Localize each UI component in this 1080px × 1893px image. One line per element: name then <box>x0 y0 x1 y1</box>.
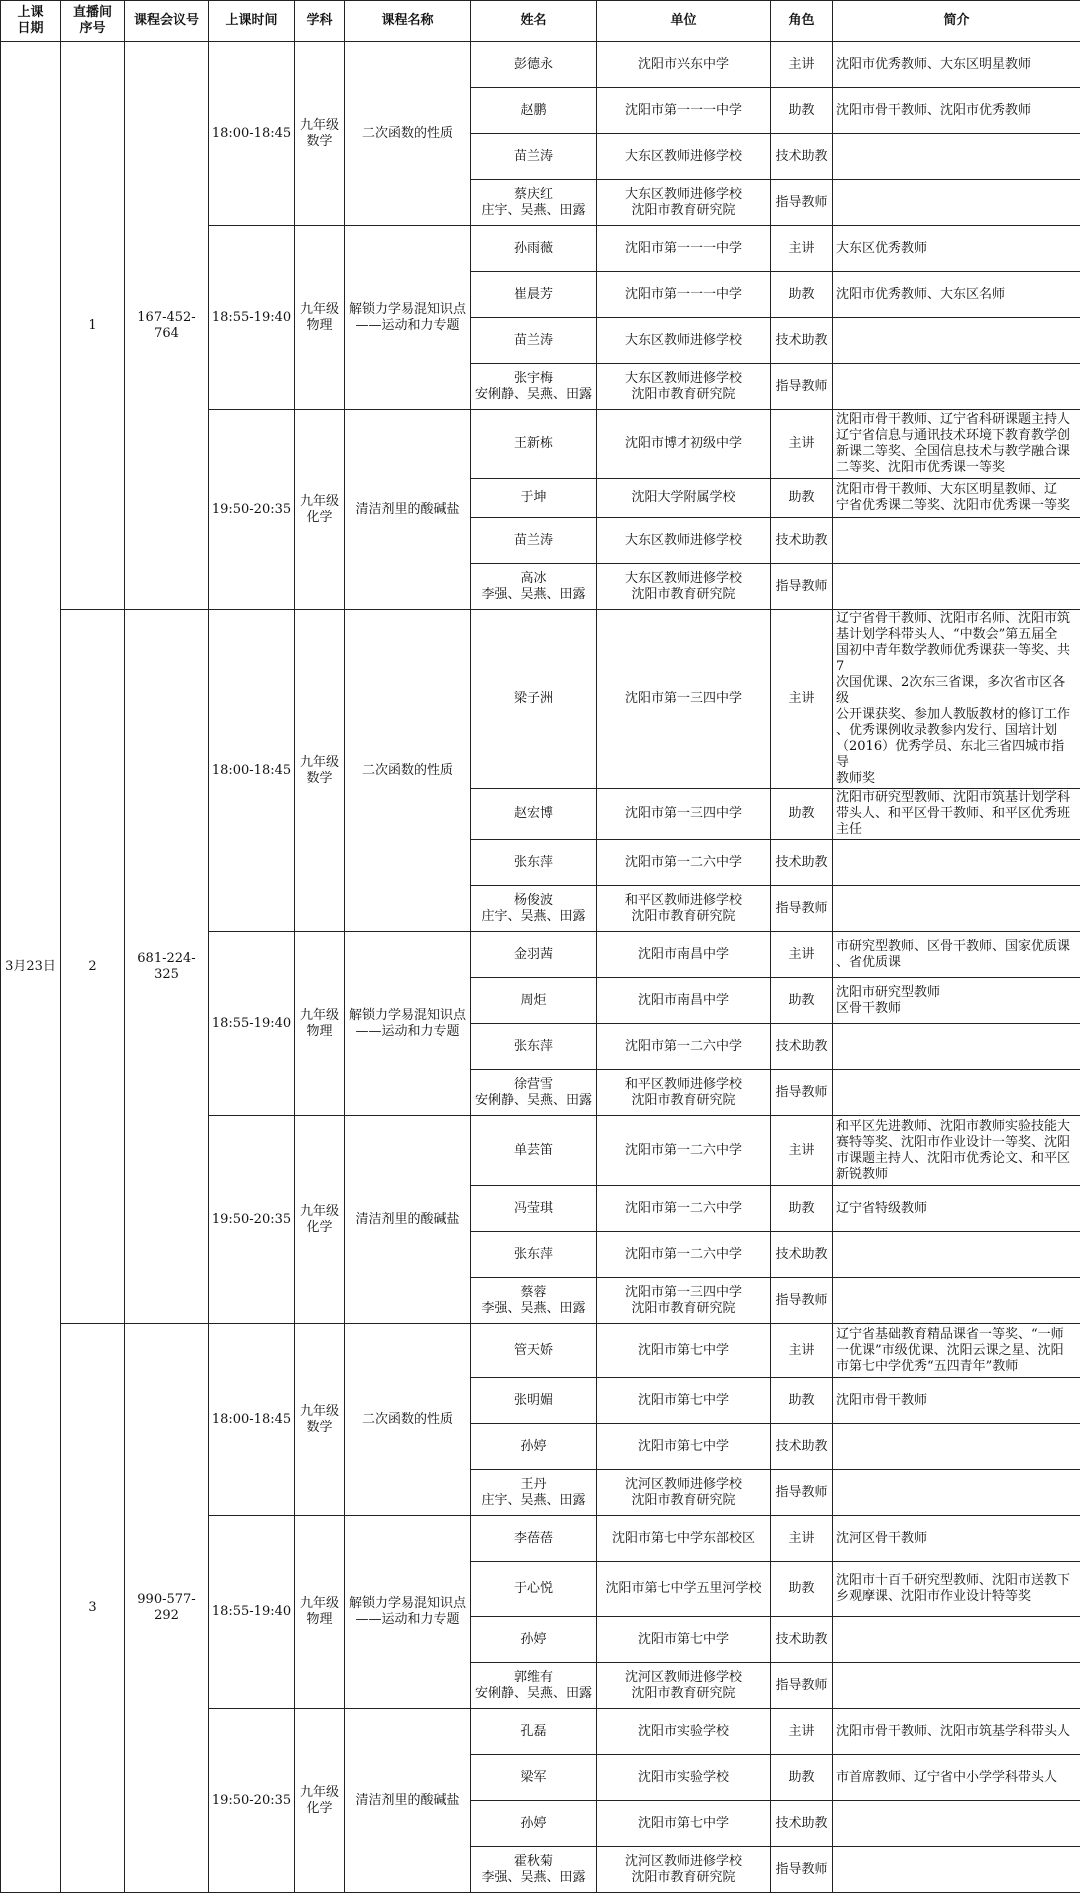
intro-cell: 沈阳市骨干教师 <box>833 1378 1080 1424</box>
unit-cell: 沈阳市第七中学 <box>597 1801 771 1847</box>
time-cell: 19:50-20:35 <box>209 410 295 610</box>
name-cell: 周炬 <box>471 978 597 1024</box>
name-cell: 孙婷 <box>471 1801 597 1847</box>
name-cell: 彭德永 <box>471 42 597 88</box>
subject-cell: 九年级 数学 <box>295 42 345 226</box>
role-cell: 主讲 <box>771 226 833 272</box>
name-cell: 王新栋 <box>471 410 597 479</box>
unit-cell: 沈阳市第七中学 <box>597 1378 771 1424</box>
name-cell: 冯莹琪 <box>471 1186 597 1232</box>
unit-cell: 沈河区教师进修学校 沈阳市教育研究院 <box>597 1847 771 1893</box>
intro-cell <box>833 564 1080 610</box>
subject-cell: 九年级 化学 <box>295 410 345 610</box>
intro-cell: 沈阳市骨干教师、辽宁省科研课题主持人 辽宁省信息与通讯技术环境下教育教学创 新课二等奖、全国信息技术与教学融合课 二等奖、沈阳市优秀课一等奖 <box>833 410 1080 479</box>
intro-cell <box>833 1801 1080 1847</box>
role-cell: 指导教师 <box>771 364 833 410</box>
role-cell: 主讲 <box>771 1516 833 1562</box>
intro-cell <box>833 1278 1080 1324</box>
intro-cell <box>833 1847 1080 1893</box>
intro-cell: 和平区先进教师、沈阳市教师实验技能大 赛特等奖、沈阳市作业设计一等奖、沈阳 市课题主持人、沈阳市优秀论文、和平区 新锐教师 <box>833 1116 1080 1186</box>
intro-cell <box>833 518 1080 564</box>
intro-cell: 沈阳市研究型教师、沈阳市筑基计划学科 带头人、和平区骨干教师、和平区优秀班 主任 <box>833 789 1080 840</box>
time-cell: 19:50-20:35 <box>209 1709 295 1893</box>
header-role: 角色 <box>771 1 833 42</box>
time-cell: 18:55-19:40 <box>209 932 295 1116</box>
subject-cell: 九年级 化学 <box>295 1116 345 1324</box>
role-cell: 指导教师 <box>771 564 833 610</box>
intro-cell <box>833 840 1080 886</box>
name-cell: 于心悦 <box>471 1562 597 1617</box>
name-cell: 张东萍 <box>471 1024 597 1070</box>
subject-cell: 九年级 数学 <box>295 610 345 932</box>
role-cell: 指导教师 <box>771 1470 833 1516</box>
unit-cell: 沈阳市第一一一中学 <box>597 88 771 134</box>
name-cell: 张东萍 <box>471 1232 597 1278</box>
role-cell: 助教 <box>771 789 833 840</box>
intro-cell <box>833 886 1080 932</box>
subject-cell: 九年级 物理 <box>295 226 345 410</box>
meeting-id-cell: 167-452-764 <box>125 42 209 610</box>
unit-cell: 沈阳市实验学校 <box>597 1709 771 1755</box>
name-cell: 蔡庆红 庄宇、吴燕、田露 <box>471 180 597 226</box>
time-cell: 19:50-20:35 <box>209 1116 295 1324</box>
header-name: 姓名 <box>471 1 597 42</box>
role-cell: 助教 <box>771 1562 833 1617</box>
unit-cell: 大东区教师进修学校 <box>597 134 771 180</box>
intro-cell: 辽宁省骨干教师、沈阳市名师、沈阳市筑 基计划学科带头人、“中数会”第五届全 国初中青年数学教师优秀课获一等奖、共7 次国优课、2次东三省课，多次省市区各级 公开课获奖、参加人教版教材的修订工作 、优秀课例收录教参内发行、国培计划 （2016）优秀学员、东北三省四城市指导 教师奖 <box>833 610 1080 789</box>
role-cell: 助教 <box>771 272 833 318</box>
intro-cell <box>833 134 1080 180</box>
intro-cell <box>833 1232 1080 1278</box>
intro-cell <box>833 1424 1080 1470</box>
role-cell: 主讲 <box>771 42 833 88</box>
header-meeting: 课程会议号 <box>125 1 209 42</box>
role-cell: 技术助教 <box>771 1024 833 1070</box>
intro-cell <box>833 1470 1080 1516</box>
role-cell: 助教 <box>771 479 833 518</box>
subject-cell: 九年级 物理 <box>295 1516 345 1709</box>
role-cell: 指导教师 <box>771 886 833 932</box>
role-cell: 主讲 <box>771 610 833 789</box>
intro-cell: 沈阳市骨干教师、沈阳市筑基学科带头人 <box>833 1709 1080 1755</box>
name-cell: 张东萍 <box>471 840 597 886</box>
name-cell: 金羽茜 <box>471 932 597 978</box>
unit-cell: 大东区教师进修学校 <box>597 518 771 564</box>
time-cell: 18:55-19:40 <box>209 226 295 410</box>
room-seq-cell: 1 <box>61 42 125 610</box>
course-cell: 二次函数的性质 <box>345 42 471 226</box>
unit-cell: 沈阳市第七中学 <box>597 1424 771 1470</box>
name-cell: 孙雨薇 <box>471 226 597 272</box>
intro-cell: 辽宁省基础教育精品课省一等奖、“一师 一优课”市级优课、沈阳云课之星、沈阳 市第七中学优秀“五四青年”教师 <box>833 1324 1080 1378</box>
name-cell: 苗兰涛 <box>471 134 597 180</box>
unit-cell: 沈阳市实验学校 <box>597 1755 771 1801</box>
time-cell: 18:00-18:45 <box>209 610 295 932</box>
date-cell: 3月23日 <box>1 42 61 1893</box>
name-cell: 崔晨芳 <box>471 272 597 318</box>
role-cell: 助教 <box>771 1378 833 1424</box>
room-seq-cell: 3 <box>61 1324 125 1893</box>
name-cell: 郭维有 安俐静、吴燕、田露 <box>471 1663 597 1709</box>
role-cell: 技术助教 <box>771 1424 833 1470</box>
unit-cell: 大东区教师进修学校 沈阳市教育研究院 <box>597 364 771 410</box>
subject-cell: 九年级 物理 <box>295 932 345 1116</box>
header-intro: 简介 <box>833 1 1080 42</box>
role-cell: 指导教师 <box>771 1070 833 1116</box>
intro-cell <box>833 1617 1080 1663</box>
role-cell: 技术助教 <box>771 518 833 564</box>
unit-cell: 沈阳大学附属学校 <box>597 479 771 518</box>
intro-cell: 大东区优秀教师 <box>833 226 1080 272</box>
role-cell: 助教 <box>771 1755 833 1801</box>
intro-cell: 辽宁省特级教师 <box>833 1186 1080 1232</box>
unit-cell: 沈阳市第一三四中学 沈阳市教育研究院 <box>597 1278 771 1324</box>
role-cell: 指导教师 <box>771 1663 833 1709</box>
name-cell: 蔡蓉 李强、吴燕、田露 <box>471 1278 597 1324</box>
unit-cell: 和平区教师进修学校 沈阳市教育研究院 <box>597 886 771 932</box>
intro-cell <box>833 1070 1080 1116</box>
header-course: 课程名称 <box>345 1 471 42</box>
role-cell: 指导教师 <box>771 180 833 226</box>
name-cell: 梁军 <box>471 1755 597 1801</box>
unit-cell: 和平区教师进修学校 沈阳市教育研究院 <box>597 1070 771 1116</box>
intro-cell <box>833 364 1080 410</box>
intro-cell: 市首席教师、辽宁省中小学学科带头人 <box>833 1755 1080 1801</box>
name-cell: 王丹 庄宇、吴燕、田露 <box>471 1470 597 1516</box>
unit-cell: 沈阳市第一二六中学 <box>597 840 771 886</box>
name-cell: 苗兰涛 <box>471 318 597 364</box>
role-cell: 技术助教 <box>771 1617 833 1663</box>
intro-cell: 沈阳市十百千研究型教师、沈阳市送教下 乡观摩课、沈阳市作业设计特等奖 <box>833 1562 1080 1617</box>
course-cell: 二次函数的性质 <box>345 1324 471 1516</box>
role-cell: 主讲 <box>771 1709 833 1755</box>
unit-cell: 沈阳市第一二六中学 <box>597 1232 771 1278</box>
name-cell: 孙婷 <box>471 1424 597 1470</box>
time-cell: 18:00-18:45 <box>209 1324 295 1516</box>
header-time: 上课时间 <box>209 1 295 42</box>
name-cell: 孙婷 <box>471 1617 597 1663</box>
time-cell: 18:00-18:45 <box>209 42 295 226</box>
unit-cell: 沈阳市第七中学 <box>597 1617 771 1663</box>
name-cell: 于坤 <box>471 479 597 518</box>
name-cell: 赵鹏 <box>471 88 597 134</box>
role-cell: 主讲 <box>771 1116 833 1186</box>
role-cell: 技术助教 <box>771 318 833 364</box>
unit-cell: 沈阳市第一二六中学 <box>597 1024 771 1070</box>
role-cell: 技术助教 <box>771 1232 833 1278</box>
unit-cell: 沈阳市第一一一中学 <box>597 272 771 318</box>
intro-cell <box>833 318 1080 364</box>
name-cell: 单芸笛 <box>471 1116 597 1186</box>
unit-cell: 沈阳市第七中学东部校区 <box>597 1516 771 1562</box>
subject-cell: 九年级 化学 <box>295 1709 345 1893</box>
room-seq-cell: 2 <box>61 610 125 1324</box>
intro-cell <box>833 1663 1080 1709</box>
table-row <box>1 42 1080 88</box>
name-cell: 梁子洲 <box>471 610 597 789</box>
unit-cell: 沈河区教师进修学校 沈阳市教育研究院 <box>597 1663 771 1709</box>
name-cell: 孔磊 <box>471 1709 597 1755</box>
intro-cell: 沈阳市优秀教师、大东区明星教师 <box>833 42 1080 88</box>
course-cell: 清洁剂里的酸碱盐 <box>345 1116 471 1324</box>
header-row <box>1 1 1080 42</box>
name-cell: 赵宏博 <box>471 789 597 840</box>
unit-cell: 沈阳市第一三四中学 <box>597 610 771 789</box>
name-cell: 张宇梅 安俐静、吴燕、田露 <box>471 364 597 410</box>
course-cell: 清洁剂里的酸碱盐 <box>345 410 471 610</box>
unit-cell: 沈阳市博才初级中学 <box>597 410 771 479</box>
intro-cell <box>833 1024 1080 1070</box>
intro-cell: 市研究型教师、区骨干教师、国家优质课 、省优质课 <box>833 932 1080 978</box>
unit-cell: 沈阳市第一三四中学 <box>597 789 771 840</box>
role-cell: 主讲 <box>771 1324 833 1378</box>
course-cell: 解锁力学易混知识点 ——运动和力专题 <box>345 932 471 1116</box>
unit-cell: 沈阳市第七中学 <box>597 1324 771 1378</box>
role-cell: 助教 <box>771 978 833 1024</box>
name-cell: 霍秋菊 李强、吴燕、田露 <box>471 1847 597 1893</box>
unit-cell: 沈阳市第一一一中学 <box>597 226 771 272</box>
header-date: 上课 日期 <box>1 1 61 42</box>
unit-cell: 大东区教师进修学校 沈阳市教育研究院 <box>597 564 771 610</box>
intro-cell <box>833 180 1080 226</box>
role-cell: 指导教师 <box>771 1278 833 1324</box>
table-row <box>1 610 1080 789</box>
name-cell: 高冰 李强、吴燕、田露 <box>471 564 597 610</box>
subject-cell: 九年级 数学 <box>295 1324 345 1516</box>
course-cell: 二次函数的性质 <box>345 610 471 932</box>
name-cell: 徐营雪 安俐静、吴燕、田露 <box>471 1070 597 1116</box>
course-cell: 清洁剂里的酸碱盐 <box>345 1709 471 1893</box>
role-cell: 主讲 <box>771 932 833 978</box>
meeting-id-cell: 681-224-325 <box>125 610 209 1324</box>
unit-cell: 沈阳市第一二六中学 <box>597 1116 771 1186</box>
meeting-id-cell: 990-577-292 <box>125 1324 209 1893</box>
name-cell: 李蓓蓓 <box>471 1516 597 1562</box>
intro-cell: 沈阳市优秀教师、大东区名师 <box>833 272 1080 318</box>
intro-cell: 沈阳市研究型教师 区骨干教师 <box>833 978 1080 1024</box>
name-cell: 杨俊波 庄宇、吴燕、田露 <box>471 886 597 932</box>
unit-cell: 沈阳市第七中学五里河学校 <box>597 1562 771 1617</box>
schedule-body <box>1 42 1080 1893</box>
unit-cell: 沈阳市兴东中学 <box>597 42 771 88</box>
table-row <box>1 1324 1080 1378</box>
intro-cell: 沈河区骨干教师 <box>833 1516 1080 1562</box>
unit-cell: 沈阳市南昌中学 <box>597 978 771 1024</box>
unit-cell: 大东区教师进修学校 沈阳市教育研究院 <box>597 180 771 226</box>
header-room: 直播间 序号 <box>61 1 125 42</box>
unit-cell: 沈阳市南昌中学 <box>597 932 771 978</box>
role-cell: 技术助教 <box>771 840 833 886</box>
role-cell: 指导教师 <box>771 1847 833 1893</box>
header-unit: 单位 <box>597 1 771 42</box>
intro-cell: 沈阳市骨干教师、沈阳市优秀教师 <box>833 88 1080 134</box>
name-cell: 管天娇 <box>471 1324 597 1378</box>
role-cell: 助教 <box>771 88 833 134</box>
intro-cell: 沈阳市骨干教师、大东区明星教师、辽 宁省优秀课二等奖、沈阳市优秀课一等奖 <box>833 479 1080 518</box>
course-cell: 解锁力学易混知识点 ——运动和力专题 <box>345 1516 471 1709</box>
unit-cell: 沈河区教师进修学校 沈阳市教育研究院 <box>597 1470 771 1516</box>
role-cell: 主讲 <box>771 410 833 479</box>
name-cell: 张明媚 <box>471 1378 597 1424</box>
role-cell: 技术助教 <box>771 134 833 180</box>
unit-cell: 沈阳市第一二六中学 <box>597 1186 771 1232</box>
time-cell: 18:55-19:40 <box>209 1516 295 1709</box>
unit-cell: 大东区教师进修学校 <box>597 318 771 364</box>
header-subject: 学科 <box>295 1 345 42</box>
role-cell: 技术助教 <box>771 1801 833 1847</box>
role-cell: 助教 <box>771 1186 833 1232</box>
course-cell: 解锁力学易混知识点 ——运动和力专题 <box>345 226 471 410</box>
name-cell: 苗兰涛 <box>471 518 597 564</box>
